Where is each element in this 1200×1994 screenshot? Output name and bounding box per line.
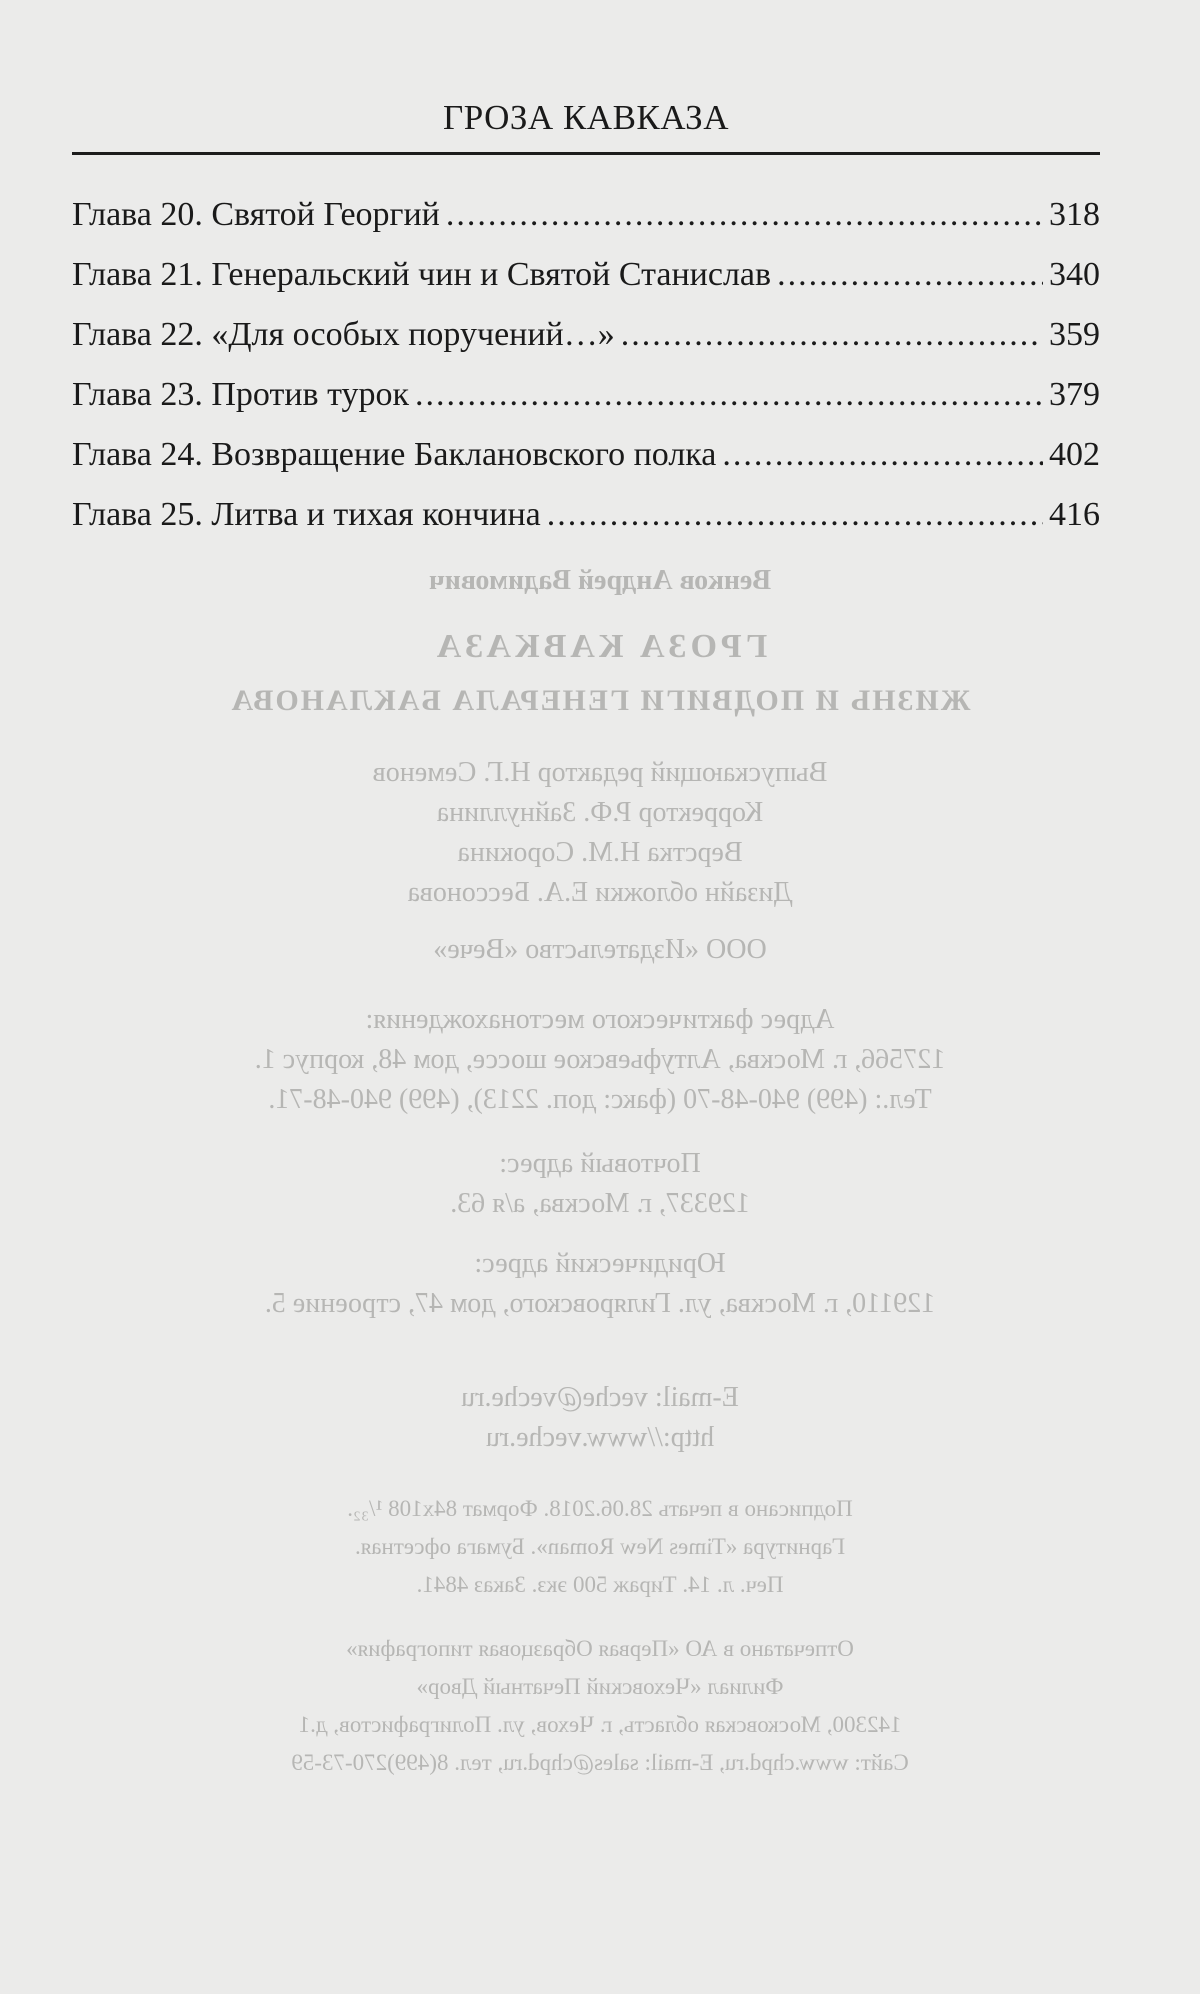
bleed-address-actual-label: Адрес фактического местонахождения: (365, 1004, 835, 1035)
bleed-address-legal: 129110, г. Москва, ул. Гиляровского, дом 47, строение 5. (264, 1288, 936, 1319)
toc-entry-title: Глава 25. Литва и тихая кончина (72, 496, 541, 533)
toc-leader-dots (621, 316, 1043, 354)
table-of-contents (72, 196, 1100, 556)
toc-leader-dots (547, 496, 1043, 534)
toc-entry (72, 256, 1100, 316)
toc-leader-dots (446, 196, 1043, 234)
bleed-email: E-mail: veche@veche.ru (461, 1382, 739, 1413)
toc-entry (72, 436, 1100, 496)
bleed-print-info: Печ. л. 14. Тираж 500 экз. Заказ 4841. (416, 1572, 784, 1597)
toc-entry-page: 340 (1049, 256, 1100, 293)
toc-entry (72, 316, 1100, 376)
bleed-address-actual: Тел.: (499) 940-48-70 (факс: доп. 2213), (499) 940-48-71. (268, 1084, 932, 1115)
bleed-printer-info: Сайт: www.chpd.ru, E-mail: sales@chpd.ru, тел. 8(499)270-73-59 (291, 1750, 909, 1775)
toc-entry-page: 379 (1049, 376, 1100, 413)
toc-entry-title: Глава 22. «Для особых поручений…» (72, 316, 615, 353)
bleed-title: ГРОЗА КАВКАЗА (432, 628, 768, 665)
toc-entry-title: Глава 21. Генеральский чин и Святой Станислав (72, 256, 772, 293)
bleed-publisher: ООО «Издательство «Вече» (433, 934, 767, 965)
toc-entry (72, 496, 1100, 556)
bleed-address-legal-label: Юридический адрес: (474, 1248, 726, 1279)
bleed-printer-info: 142300, Московская область, г. Чехов, ул. Полиграфистов, д.1 (298, 1712, 902, 1737)
toc-entry-page: 359 (1049, 316, 1100, 353)
bleed-credit: Корректор Р.Ф. Зайнуллина (436, 797, 764, 828)
bleed-address-postal-label: Почтовый адрес: (499, 1148, 701, 1179)
bleed-credit: Дизайн обложки Е.А. Бессонова (407, 877, 793, 908)
toc-entry-title: Глава 24. Возвращение Баклановского полка (72, 436, 717, 473)
toc-entry-page: 318 (1049, 196, 1100, 233)
bleed-address-actual: 127566, г. Москва, Алтуфьевское шоссе, дом 48, корпус 1. (254, 1044, 946, 1075)
bleed-author: Венков Андрей Вадимович (428, 565, 772, 596)
toc-entry-title: Глава 20. Святой Георгий (72, 196, 440, 233)
bleed-credit: Верстка Н.М. Сорокина (457, 837, 743, 868)
bleed-printer-info: Филиал «Чеховский Печатный Двор» (416, 1674, 784, 1699)
header-rule (72, 152, 1100, 155)
toc-leader-dots (777, 256, 1043, 294)
toc-leader-dots (722, 436, 1043, 474)
bleed-printer-info: Отпечатано в АО «Первая Образцовая типография» (346, 1636, 854, 1661)
bleed-print-info: Подписано в печать 28.06.2018. Формат 84х108 ¹/₃₂. (347, 1496, 853, 1521)
bleed-subtitle: ЖИЗНЬ И ПОДВИГИ ГЕНЕРАЛА БАКЛАНОВА (229, 684, 971, 717)
toc-leader-dots (415, 376, 1043, 414)
bleed-address-postal: 129337, г. Москва, а/я 63. (450, 1188, 750, 1219)
bleed-print-info: Гарнитура «Times New Roman». Бумага офсетная. (354, 1534, 846, 1559)
bleed-credit: Выпускающий редактор Н.Г. Семенов (372, 757, 828, 788)
toc-entry (72, 376, 1100, 436)
toc-entry-page: 416 (1049, 496, 1100, 533)
toc-entry-title: Глава 23. Против турок (72, 376, 409, 413)
toc-entry-page: 402 (1049, 436, 1100, 473)
bleed-web: http://www.veche.ru (485, 1422, 715, 1453)
toc-entry (72, 196, 1100, 256)
running-head-title: ГРОЗА КАВКАЗА (443, 98, 729, 137)
